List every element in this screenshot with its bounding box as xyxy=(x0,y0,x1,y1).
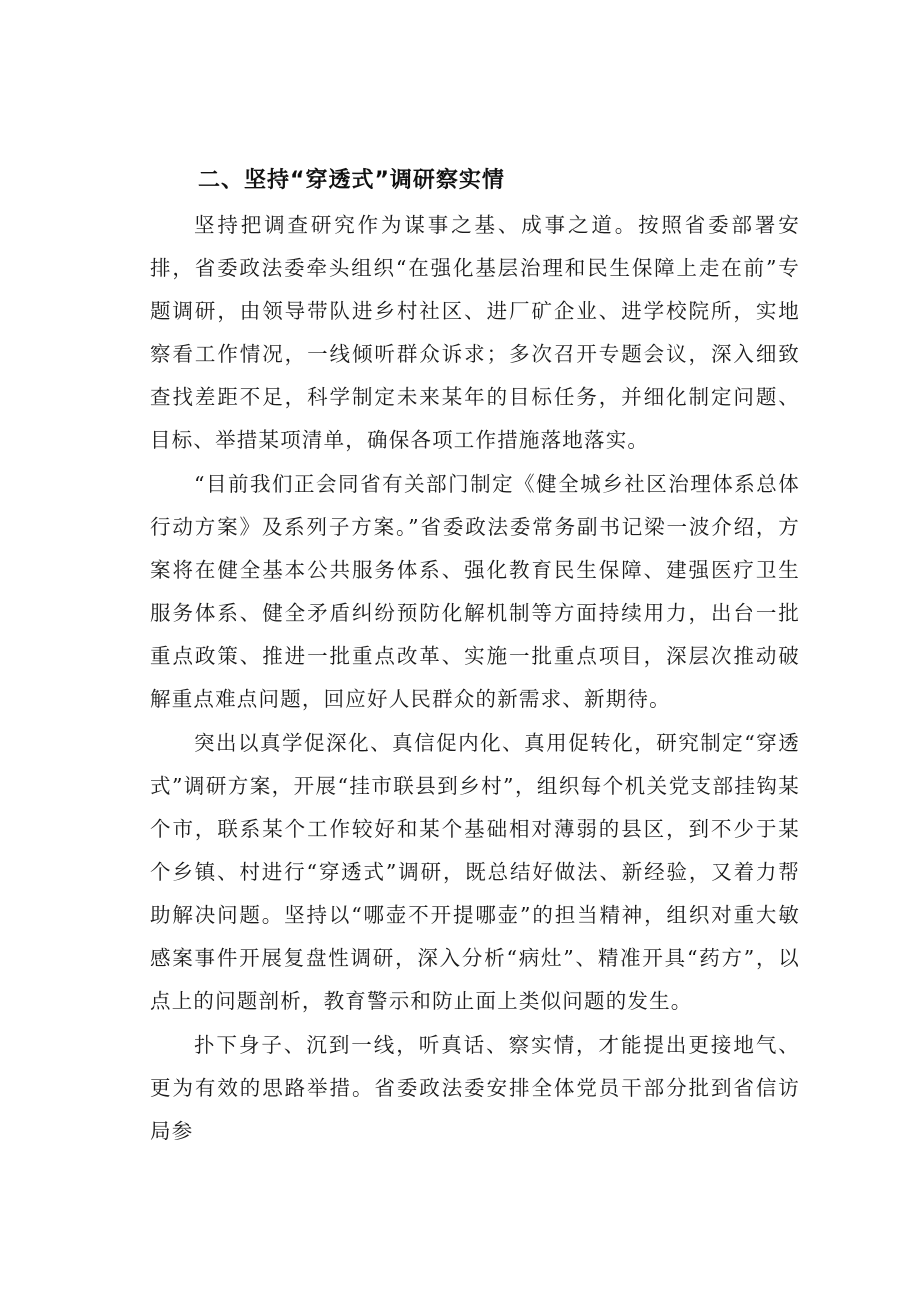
paragraph-frontline: 扑下身子、沉到一线，听真话、察实情，才能提出更接地气、更为有效的思路举措。省委政法委安排全体党员干部分批到省信访局参 xyxy=(150,1033,800,1143)
paragraph-penetrating-research: 突出以真学促深化、真信促内化、真用促转化，研究制定“穿透式”调研方案，开展“挂市联县到乡村”，组织每个机关党支部挂钩某个市，联系某个工作较好和某个基础相对薄弱的县区，到不少于某个乡镇、村进行“穿透式”调研，既总结好做法、新经验，又着力帮助解决问题。坚持以“哪壶不开提哪壶”的担当精神，组织对重大敏感案事件开展复盘性调研，深入分析“病灶”、精准开具“药方”，以点上的问题剖析，教育警示和防止面上类似问题的发生。 xyxy=(150,731,800,1013)
paragraph-action-plan-quote: “目前我们正会同省有关部门制定《健全城乡社区治理体系总体行动方案》及系列子方案。”省委政法委常务副书记梁一波介绍，方案将在健全基本公共服务体系、强化教育民生保障、建强医疗卫生服务体系、健全矛盾纠纷预防化解机制等方面持续用力，出台一批重点政策、推进一批重点改革、实施一批重点项目，深层次推动破解重点难点问题，回应好人民群众的新需求、新期待。 xyxy=(150,472,800,711)
paragraph-research-arrangement: 坚持把调查研究作为谋事之基、成事之道。按照省委部署安排，省委政法委牵头组织“在强化基层治理和民生保障上走在前”专题调研，由领导带队进乡村社区、进厂矿企业、进学校院所，实地察看工作情况，一线倾听群众诉求；多次召开专题会议，深入细致查找差距不足，科学制定未来某年的目标任务，并细化制定问题、目标、举措某项清单，确保各项工作措施落地落实。 xyxy=(150,213,800,452)
section-heading: 二、坚持“穿透式”调研察实情 xyxy=(198,168,505,193)
document-body xyxy=(150,158,800,1153)
